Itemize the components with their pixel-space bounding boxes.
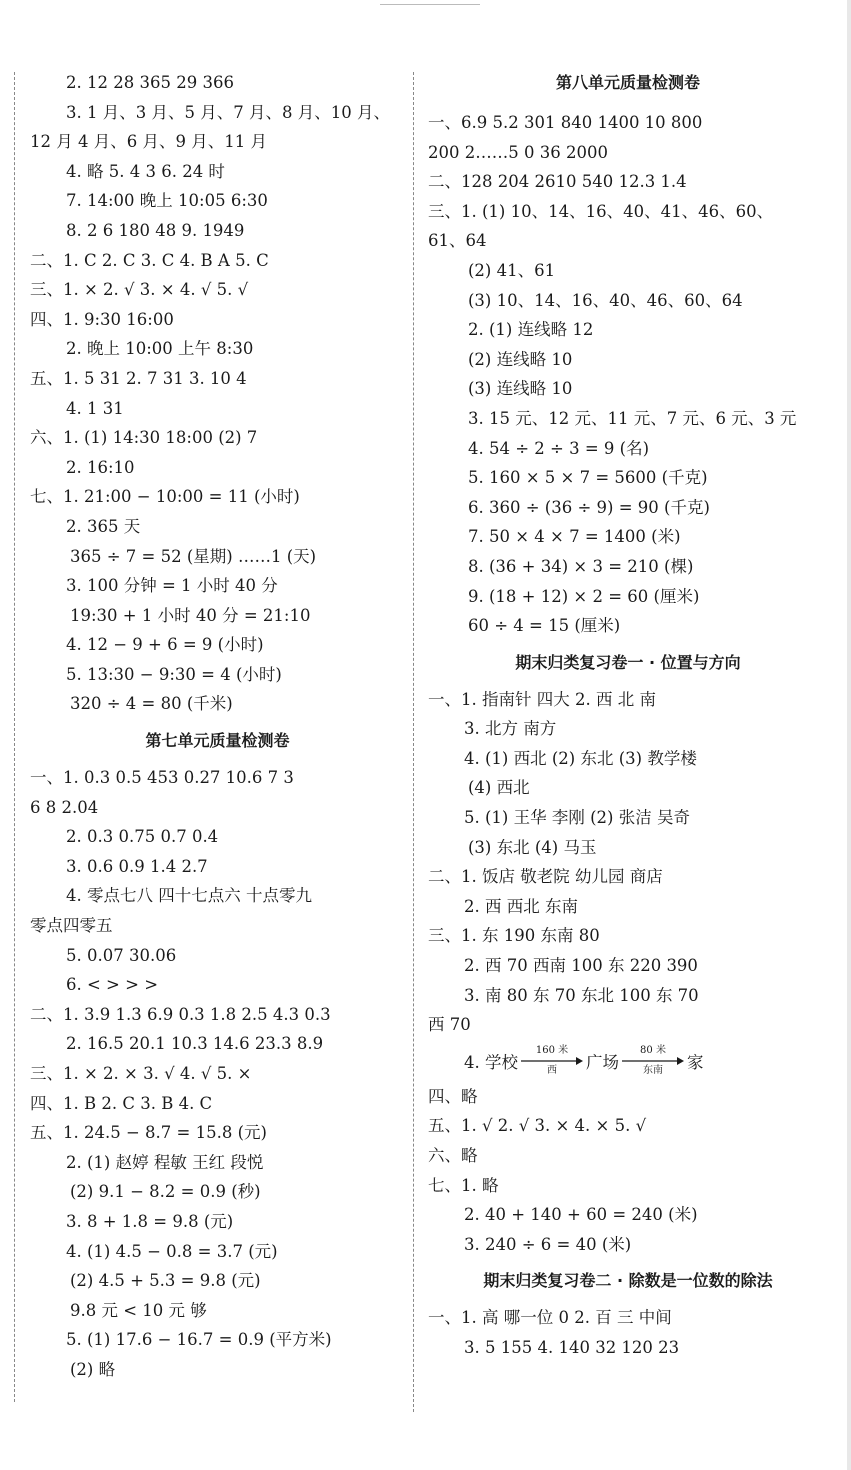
answer-line: 三、1. (1) 10、14、16、40、41、46、60、: [428, 201, 774, 221]
answer-line: 一、1. 高 哪一位 0 2. 百 三 中间: [428, 1308, 672, 1328]
answer-line: (2) 41、61: [468, 260, 556, 280]
answer-line: 三、1. 东 190 东南 80: [428, 926, 600, 946]
route-direction: 西: [547, 1064, 557, 1076]
answer-line: (2) 连线略 10: [468, 349, 573, 369]
answer-line: 3. 8 + 1.8 = 9.8 (元): [66, 1211, 234, 1231]
answer-line: 4. 略 5. 4 3 6. 24 时: [66, 161, 225, 181]
answer-line: 3. 0.6 0.9 1.4 2.7: [66, 856, 208, 876]
answer-line: 5. 0.07 30.06: [66, 945, 177, 965]
answer-line: 5. (1) 17.6 − 16.7 = 0.9 (平方米): [66, 1330, 332, 1350]
answer-line: 三、1. × 2. × 3. √ 4. √ 5. ×: [30, 1064, 252, 1083]
answer-line: 2. 西 西北 东南: [464, 896, 578, 916]
answer-line: 3. 南 80 东 70 东北 100 东 70: [464, 985, 699, 1005]
answer-line: 7. 14:00 晚上 10:05 6:30: [66, 191, 268, 211]
left-column: [30, 68, 405, 1385]
answer-line: 四、1. B 2. C 3. B 4. C: [30, 1093, 213, 1113]
route-arrow: [622, 1045, 684, 1077]
answer-line: (2) 4.5 + 5.3 = 9.8 (元): [70, 1271, 261, 1291]
answer-line: 3. 1 月、3 月、5 月、7 月、8 月、10 月、: [66, 102, 390, 122]
answer-line: 4. 1 31: [66, 398, 124, 418]
answer-line: 3. 北方 南方: [464, 719, 557, 739]
route-mid: 广场: [586, 1052, 619, 1072]
answer-line: 三、1. × 2. √ 3. × 4. √ 5. √: [30, 280, 249, 300]
answer-line: 8. (36 + 34) × 3 = 210 (棵): [468, 556, 694, 576]
answer-line: 5. (1) 王华 李刚 (2) 张洁 吴奇: [464, 808, 690, 828]
answer-line: 9. (18 + 12) × 2 = 60 (厘米): [468, 586, 700, 606]
answer-line: 9.8 元 < 10 元 够: [70, 1300, 207, 1320]
answer-line: 二、1. 饭店 敬老院 幼儿园 商店: [428, 867, 663, 887]
answer-line: 200 2……5 0 36 2000: [428, 142, 608, 162]
answer-line: 3. 240 ÷ 6 = 40 (米): [464, 1234, 632, 1254]
answer-line: 4. 54 ÷ 2 ÷ 3 = 9 (名): [468, 438, 650, 458]
answer-line: 8. 2 6 180 48 9. 1949: [66, 220, 245, 240]
answer-line: 一、1. 指南针 四大 2. 西 北 南: [428, 689, 656, 709]
answer-line: 4. (1) 西北 (2) 东北 (3) 教学楼: [464, 748, 697, 768]
column-divider: [413, 72, 414, 1412]
page-edge: [847, 0, 851, 1470]
answer-line: 2. 0.3 0.75 0.7 0.4: [66, 827, 219, 847]
answer-line: 六、1. (1) 14:30 18:00 (2) 7: [30, 428, 258, 448]
margin-line: [14, 72, 15, 1402]
section-heading: 期末归类复习卷二 · 除数是一位数的除法: [483, 1271, 773, 1291]
answer-line: 四、略: [428, 1086, 478, 1106]
answer-line: 4. (1) 4.5 − 0.8 = 3.7 (元): [66, 1241, 278, 1261]
answer-line: (2) 9.1 − 8.2 = 0.9 (秒): [70, 1182, 261, 1202]
answer-line: 2. 16.5 20.1 10.3 14.6 23.3 8.9: [66, 1034, 324, 1054]
route-direction: 东南: [643, 1064, 663, 1076]
answer-line: (4) 西北: [468, 778, 530, 798]
answer-line: 60 ÷ 4 = 15 (厘米): [468, 616, 621, 636]
answer-line: 3. 5 155 4. 140 32 120 23: [464, 1337, 680, 1357]
answer-line: 2. 365 天: [66, 516, 141, 536]
answer-line: 3. 15 元、12 元、11 元、7 元、6 元、3 元: [468, 408, 797, 428]
right-column: [428, 68, 828, 1363]
answer-line: 二、1. 3.9 1.3 6.9 0.3 1.8 2.5 4.3 0.3: [30, 1004, 331, 1024]
answer-line: 五、1. 24.5 − 8.7 = 15.8 (元): [30, 1123, 267, 1143]
answer-line: 19:30 + 1 小时 40 分 = 21:10: [70, 605, 311, 625]
answer-line: (3) 10、14、16、40、46、60、64: [468, 290, 743, 310]
answer-line: 6 8 2.04: [30, 797, 99, 817]
answer-line: 365 ÷ 7 = 52 (星期) ……1 (天): [70, 546, 317, 566]
answer-line: 五、1. 5 31 2. 7 31 3. 10 4: [30, 368, 247, 388]
arrow-line-icon: [521, 1057, 583, 1065]
answer-line: 5. 13:30 − 9:30 = 4 (小时): [66, 664, 282, 684]
answer-line: 四、1. 9:30 16:00: [30, 309, 174, 329]
section-heading: 第八单元质量检测卷: [555, 73, 700, 92]
answer-line: 西 70: [428, 1015, 471, 1035]
route-distance: 160 米: [535, 1044, 569, 1056]
answer-line: (3) 东北 (4) 马玉: [468, 837, 597, 857]
answer-line: 4. 零点七八 四十七点六 十点零九: [66, 886, 312, 906]
answer-line: 2. 晚上 10:00 上午 8:30: [66, 339, 254, 359]
answer-line: 一、1. 0.3 0.5 453 0.27 10.6 7 3: [30, 768, 294, 788]
route-start: 4. 学校: [464, 1052, 518, 1072]
answer-line: (2) 略: [70, 1359, 116, 1379]
answer-line: 零点四零五: [30, 916, 113, 936]
answer-line: 7. 50 × 4 × 7 = 1400 (米): [468, 527, 681, 547]
answer-line: 5. 160 × 5 × 7 = 5600 (千克): [468, 468, 708, 488]
answer-line: 二、128 204 2610 540 12.3 1.4: [428, 172, 687, 192]
answer-line: 五、1. √ 2. √ 3. × 4. × 5. √: [428, 1116, 647, 1136]
answer-line: 2. 40 + 140 + 60 = 240 (米): [464, 1205, 698, 1225]
route-diagram: [428, 1040, 828, 1082]
answer-line: 320 ÷ 4 = 80 (千米): [70, 694, 233, 714]
answer-line: 4. 12 − 9 + 6 = 9 (小时): [66, 635, 264, 655]
answer-line: 6. 360 ÷ (36 ÷ 9) = 90 (千克): [468, 497, 710, 517]
answer-line: 七、1. 21:00 − 10:00 = 11 (小时): [30, 487, 300, 507]
answer-line: 3. 100 分钟 = 1 小时 40 分: [66, 576, 278, 596]
answer-line: 2. (1) 赵婷 程敏 王红 段悦: [66, 1152, 264, 1172]
route-distance: 80 米: [640, 1044, 666, 1056]
top-rule: [380, 4, 480, 5]
route-end: 家: [687, 1052, 704, 1072]
section-heading: 第七单元质量检测卷: [145, 731, 290, 751]
section-heading: 期末归类复习卷一 · 位置与方向: [515, 652, 741, 672]
answer-line: 2. 12 28 365 29 366: [66, 73, 234, 92]
answer-line: 2. (1) 连线略 12: [468, 320, 594, 340]
arrow-line-icon: [622, 1057, 684, 1065]
answer-line: 一、6.9 5.2 301 840 1400 10 800: [428, 113, 703, 132]
answer-line: 12 月 4 月、6 月、9 月、11 月: [30, 132, 267, 152]
answer-line: (3) 连线略 10: [468, 379, 573, 399]
answer-line: 七、1. 略: [428, 1175, 499, 1195]
answer-line: 61、64: [428, 231, 487, 251]
answer-line: 二、1. C 2. C 3. C 4. B A 5. C: [30, 250, 269, 270]
answer-line: 2. 16:10: [66, 457, 135, 477]
answer-line: 六、略: [428, 1146, 478, 1165]
route-arrow: [521, 1045, 583, 1077]
answer-line: 2. 西 70 西南 100 东 220 390: [464, 956, 698, 976]
answer-line: 6. < > > >: [66, 975, 159, 995]
